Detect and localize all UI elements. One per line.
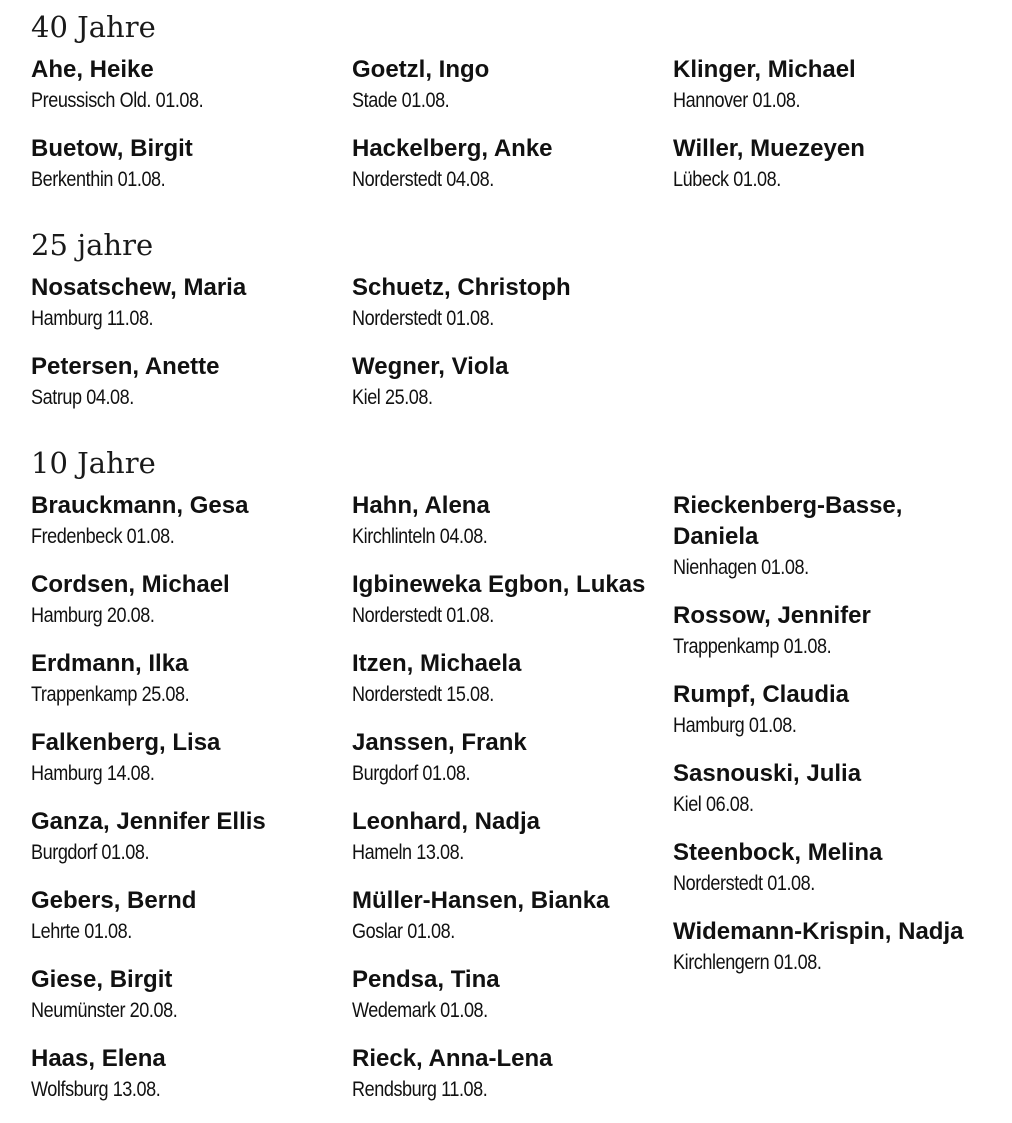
person-name: Haas, Elena: [31, 1045, 166, 1072]
person-detail: Burgdorf 01.08.: [352, 762, 471, 785]
person-name: Widemann-Krispin, Nadja: [673, 918, 964, 945]
person-name: Müller-Hansen, Bianka: [352, 887, 610, 914]
section-40-column-1: [31, 54, 349, 196]
person-name: Sasnouski, Julia: [673, 760, 862, 787]
person-name: Wegner, Viola: [352, 353, 509, 380]
person-detail: Wedemark 01.08.: [352, 999, 488, 1022]
person-detail: Lübeck 01.08.: [673, 168, 781, 191]
list-item: [31, 648, 349, 711]
person-detail: Trappenkamp 01.08.: [673, 635, 832, 658]
list-item: [352, 885, 670, 948]
person-detail: Norderstedt 15.08.: [352, 683, 494, 706]
person-detail: Nienhagen 01.08.: [673, 556, 809, 579]
person-detail: Stade 01.08.: [352, 89, 450, 112]
list-item: [673, 54, 991, 117]
person-detail: Hamburg 01.08.: [673, 714, 797, 737]
person-name: Hackelberg, Anke: [352, 135, 553, 162]
section-40-column-2: [352, 54, 670, 196]
person-detail: Preussisch Old. 01.08.: [31, 89, 204, 112]
person-name: Rumpf, Claudia: [673, 681, 850, 708]
person-detail: Kiel 06.08.: [673, 793, 754, 816]
person-name: Leonhard, Nadja: [352, 808, 541, 835]
section-25-column-2: [352, 272, 670, 414]
list-item: [31, 54, 349, 117]
person-name: Pendsa, Tina: [352, 966, 500, 993]
list-item: [673, 133, 991, 196]
person-name: Itzen, Michaela: [352, 650, 522, 677]
person-name: Falkenberg, Lisa: [31, 729, 221, 756]
section-10-column-1: [31, 490, 349, 1106]
list-item: [31, 272, 349, 335]
section-40-column-3: [673, 54, 991, 196]
person-name: Janssen, Frank: [352, 729, 527, 756]
person-detail: Satrup 04.08.: [31, 386, 134, 409]
person-name: Erdmann, Ilka: [31, 650, 189, 677]
person-detail: Kiel 25.08.: [352, 386, 433, 409]
list-item: [31, 885, 349, 948]
list-item: [352, 569, 670, 632]
person-name: Cordsen, Michael: [31, 571, 230, 598]
person-name: Ganza, Jennifer Ellis: [31, 808, 266, 835]
list-item: [31, 133, 349, 196]
list-item: [673, 679, 991, 742]
section-title-10-jahre: 10 Jahre: [31, 446, 156, 480]
person-name: Buetow, Birgit: [31, 135, 193, 162]
person-name: Rieck, Anna-Lena: [352, 1045, 553, 1072]
list-item: [673, 916, 991, 979]
person-name: Willer, Muezeyen: [673, 135, 865, 162]
person-detail: Norderstedt 04.08.: [352, 168, 494, 191]
person-name: Schuetz, Christoph: [352, 274, 571, 301]
person-detail: Hamburg 14.08.: [31, 762, 155, 785]
list-item: [31, 964, 349, 1027]
person-name: Rossow, Jennifer: [673, 602, 871, 629]
person-detail: Fredenbeck 01.08.: [31, 525, 175, 548]
person-detail: Norderstedt 01.08.: [352, 307, 494, 330]
person-detail: Rendsburg 11.08.: [352, 1078, 488, 1101]
person-detail: Goslar 01.08.: [352, 920, 455, 943]
person-detail: Lehrte 01.08.: [31, 920, 132, 943]
list-item: [352, 351, 670, 414]
list-item: [673, 600, 991, 663]
person-name: Steenbock, Melina: [673, 839, 883, 866]
list-item: [352, 272, 670, 335]
person-name: Gebers, Bernd: [31, 887, 197, 914]
list-item: [673, 490, 991, 584]
person-detail: Wolfsburg 13.08.: [31, 1078, 161, 1101]
person-detail: Norderstedt 01.08.: [352, 604, 494, 627]
list-item: [31, 351, 349, 414]
list-item: [352, 1043, 670, 1106]
person-detail: Neumünster 20.08.: [31, 999, 178, 1022]
section-10-column-2: [352, 490, 670, 1106]
list-item: [673, 758, 991, 821]
person-name: Giese, Birgit: [31, 966, 173, 993]
list-item: [31, 569, 349, 632]
person-detail: Norderstedt 01.08.: [673, 872, 815, 895]
list-item: [31, 1043, 349, 1106]
section-title-25-jahre: 25 jahre: [31, 228, 154, 262]
list-item: [31, 490, 349, 553]
list-item: [31, 727, 349, 790]
person-detail: Berkenthin 01.08.: [31, 168, 166, 191]
person-name: Rieckenberg-Basse, Daniela: [673, 492, 903, 550]
list-item: [352, 648, 670, 711]
person-name: Ahe, Heike: [31, 56, 154, 83]
person-detail: Kirchlengern 01.08.: [673, 951, 822, 974]
list-item: [673, 837, 991, 900]
person-detail: Burgdorf 01.08.: [31, 841, 150, 864]
person-name: Klinger, Michael: [673, 56, 856, 83]
section-title-40-jahre: 40 Jahre: [31, 10, 156, 44]
person-detail: Trappenkamp 25.08.: [31, 683, 190, 706]
list-item: [352, 806, 670, 869]
list-item: [352, 133, 670, 196]
person-name: Igbineweka Egbon, Lukas: [352, 571, 646, 598]
list-item: [31, 806, 349, 869]
list-item: [352, 964, 670, 1027]
list-item: [352, 490, 670, 553]
list-item: [352, 54, 670, 117]
person-detail: Hannover 01.08.: [673, 89, 801, 112]
person-detail: Hamburg 11.08.: [31, 307, 154, 330]
section-10-column-3: [673, 490, 991, 979]
person-name: Goetzl, Ingo: [352, 56, 490, 83]
person-name: Petersen, Anette: [31, 353, 220, 380]
person-name: Hahn, Alena: [352, 492, 490, 519]
section-25-column-1: [31, 272, 349, 414]
person-detail: Hameln 13.08.: [352, 841, 464, 864]
list-item: [352, 727, 670, 790]
person-detail: Hamburg 20.08.: [31, 604, 155, 627]
person-name: Nosatschew, Maria: [31, 274, 247, 301]
person-detail: Kirchlinteln 04.08.: [352, 525, 488, 548]
person-name: Brauckmann, Gesa: [31, 492, 249, 519]
